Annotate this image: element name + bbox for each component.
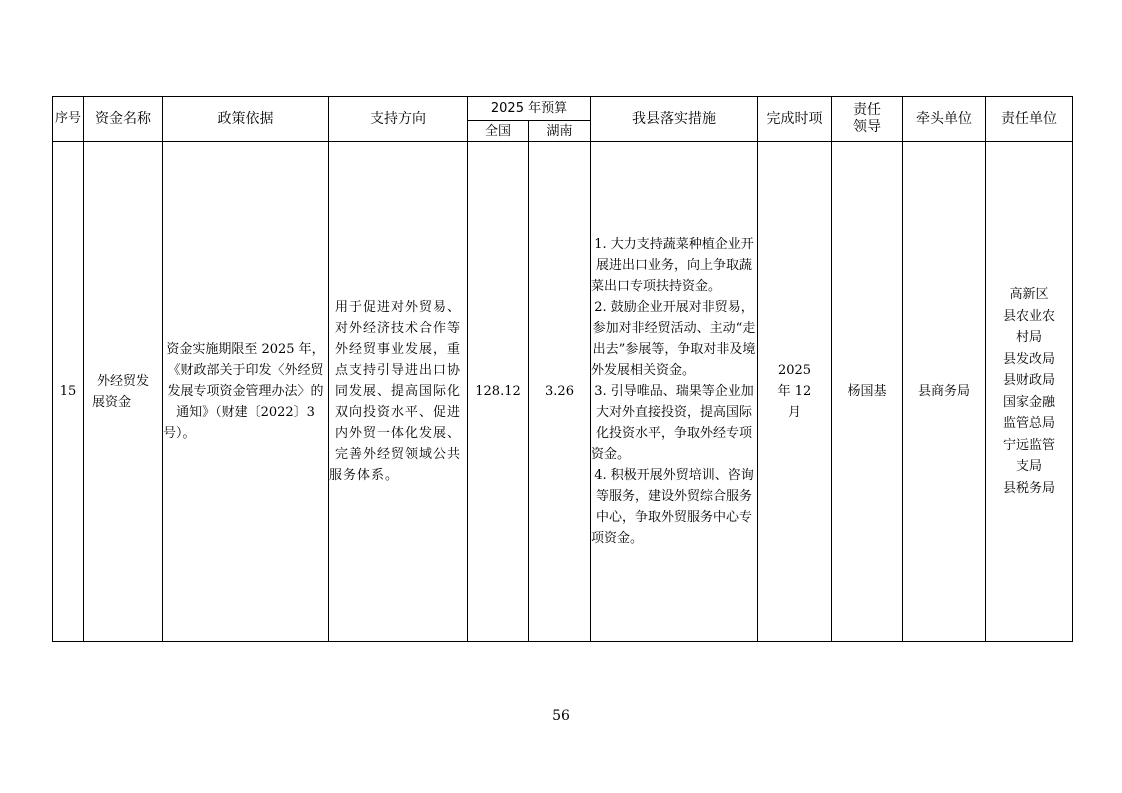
row-policy-basis: 资金实施期限至 2025 年，《财政部关于印发〈外经贸发展专项资金管理办法〉的通知》（财建〔2022〕3 号）。 (163, 142, 329, 642)
funding-table (52, 96, 1073, 642)
responsible-unit: 县农业农村局 (1002, 308, 1055, 345)
header-county-measures: 我县落实措施 (591, 97, 758, 142)
row-lead-unit: 县商务局 (903, 142, 986, 642)
responsible-unit: 县财政局 (1002, 373, 1055, 388)
header-lead-unit: 牵头单位 (903, 97, 986, 142)
measure-item: 3. 引导唯品、瑞果等企业加大对外直接投资，提高国际化投资水平，争取外经专项资金。 (591, 384, 754, 462)
row-responsible-units (986, 142, 1073, 642)
row-completion-time: 2025 年 12 月 (758, 142, 832, 642)
header-fund-name: 资金名称 (84, 97, 163, 142)
measure-item: 4. 积极开展外贸培训、咨询等服务，建设外贸综合服务中心，争取外贸服务中心专项资金。 (591, 468, 754, 546)
header-budget-hunan: 湖南 (529, 121, 591, 142)
row-budget-national: 128.12 (468, 142, 529, 642)
responsible-unit: 国家金融监管总局宁远监管支局 (1002, 394, 1055, 474)
responsible-unit: 县发改局 (1002, 351, 1055, 367)
row-responsible-leader: 杨国基 (832, 142, 903, 642)
header-budget-2025: 2025 年预算 (468, 97, 591, 121)
measure-item: 1. 大力支持蔬菜种植企业开展进出口业务，向上争取蔬菜出口专项扶持资金。 (591, 237, 754, 294)
page-number: 56 (552, 708, 570, 724)
responsible-unit: 高新区 (1009, 287, 1049, 302)
table-header (53, 97, 1073, 142)
row-fund-name: 外经贸发展资金 (84, 142, 163, 642)
header-responsible-units: 责任单位 (986, 97, 1073, 142)
header-policy-basis: 政策依据 (163, 97, 329, 142)
header-index: 序号 (53, 97, 84, 142)
row-index: 15 (53, 142, 84, 642)
header-support-direction: 支持方向 (329, 97, 468, 142)
row-support-direction: 用于促进对外贸易、对外经济技术合作等外经贸事业发展，重点支持引导进出口协同发展、提高国际化双向投资水平、促进内外贸一体化发展、完善外经贸领域公共服务体系。 (329, 142, 468, 642)
responsible-unit: 县税务局 (1002, 480, 1055, 496)
header-budget-national: 全国 (468, 121, 529, 142)
measure-item: 2. 鼓励企业开展对非贸易，参加对非经贸活动、主动“走出去”参展等，争取对非及境外发展相关资金。 (591, 300, 756, 378)
row-budget-hunan: 3.26 (529, 142, 591, 642)
row-county-measures (591, 142, 758, 642)
table-row (53, 142, 1073, 642)
header-completion-time: 完成时项 (758, 97, 832, 142)
header-responsible-leader: 责任领导 (832, 97, 903, 142)
